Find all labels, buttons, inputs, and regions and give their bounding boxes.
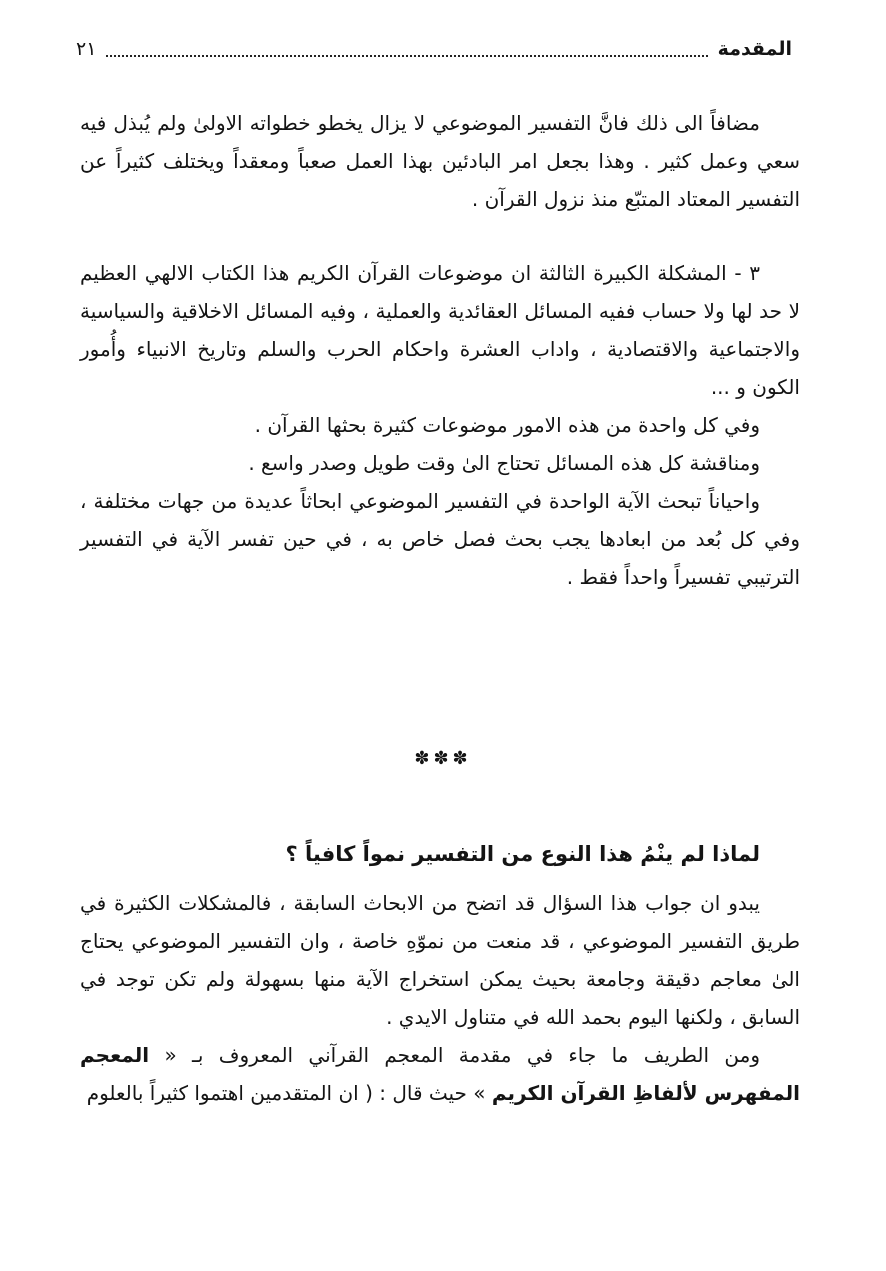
paragraph: مضافاً الى ذلك فانَّ التفسير الموضوعي لا يزال يخطو خطواته الاولىٰ ولم يُبذل فيه سعي وعمل كثير . وهذا بجعل امر البادئين بهذا العمل صعباً ومعقداً ويختلف كثيراً عن التفسير المعتاد المتبّع منذ نزول القرآن . (80, 111, 800, 211)
paragraph: ومناقشة كل هذه المسائل تحتاج الىٰ وقت طويل وصدر واسع . (248, 451, 760, 475)
book-title: المعجم المفهرس لألفاظِ القرآن الكريم (80, 1043, 800, 1105)
paragraph-text-end: » حيث قال : ( ان المتقدمين اهتموا كثيراً بالعلوم (86, 1081, 492, 1105)
paragraph: يبدو ان جواب هذا السؤال قد اتضح من الابحاث السابقة ، فالمشكلات الكثيرة في طريق التفسير الموضوعي ، قد منعت من نموّهِ خاصة ، وان التفسير الموضوعي يحتاج الىٰ معاجم دقيقة وجامعة بحيث يمكن استخراج الآية منها بسهولة ولم تكن توجد في السابق ، ولكنها اليوم بحمد الله في متناول الايدي . (80, 891, 800, 1029)
section-title: المقدمة (717, 38, 792, 60)
paragraph-numbered: ٣ - المشكلة الكبيرة الثالثة ان موضوعات القرآن الكريم هذا الكتاب الالهي العظيم لا حد لها ولا حساب ففيه المسائل العقائدية والعملية ، وفيه المسائل الاخلاقية والسياسية والاجتماعية والاقتصادية ، واداب العشرة واحكام الحرب والسلم وتاريخ الانبياء وأُمور الكون و ... (80, 261, 800, 399)
section-separator: ✽✽✽ (414, 748, 472, 769)
section-heading: لماذا لم ينْمُ هذا النوع من التفسير نمواً كافياً ؟ (285, 842, 760, 866)
paragraph: واحياناً تبحث الآية الواحدة في التفسير الموضوعي ابحاثاً عديدة من جهات مختلفة ، وفي كل بُعد من ابعادها يجب بحث فصل خاص به ، في حين تفسر الآية في التفسير الترتيبي تفسيراً واحداً فقط . (80, 489, 800, 589)
page-number: ٢١ (76, 38, 97, 60)
paragraph (80, 1036, 800, 1112)
paragraph-block-2 (80, 254, 800, 596)
dot-leader (106, 41, 707, 57)
running-header (76, 34, 792, 64)
paragraph-text-start: ومن الطريف ما جاء في مقدمة المعجم القرآني المعروف بـ « (149, 1043, 760, 1067)
paragraph-block-3 (80, 884, 800, 1112)
paragraph-block-1 (80, 104, 800, 218)
paragraph: وفي كل واحدة من هذه الامور موضوعات كثيرة بحثها القرآن . (254, 413, 760, 437)
